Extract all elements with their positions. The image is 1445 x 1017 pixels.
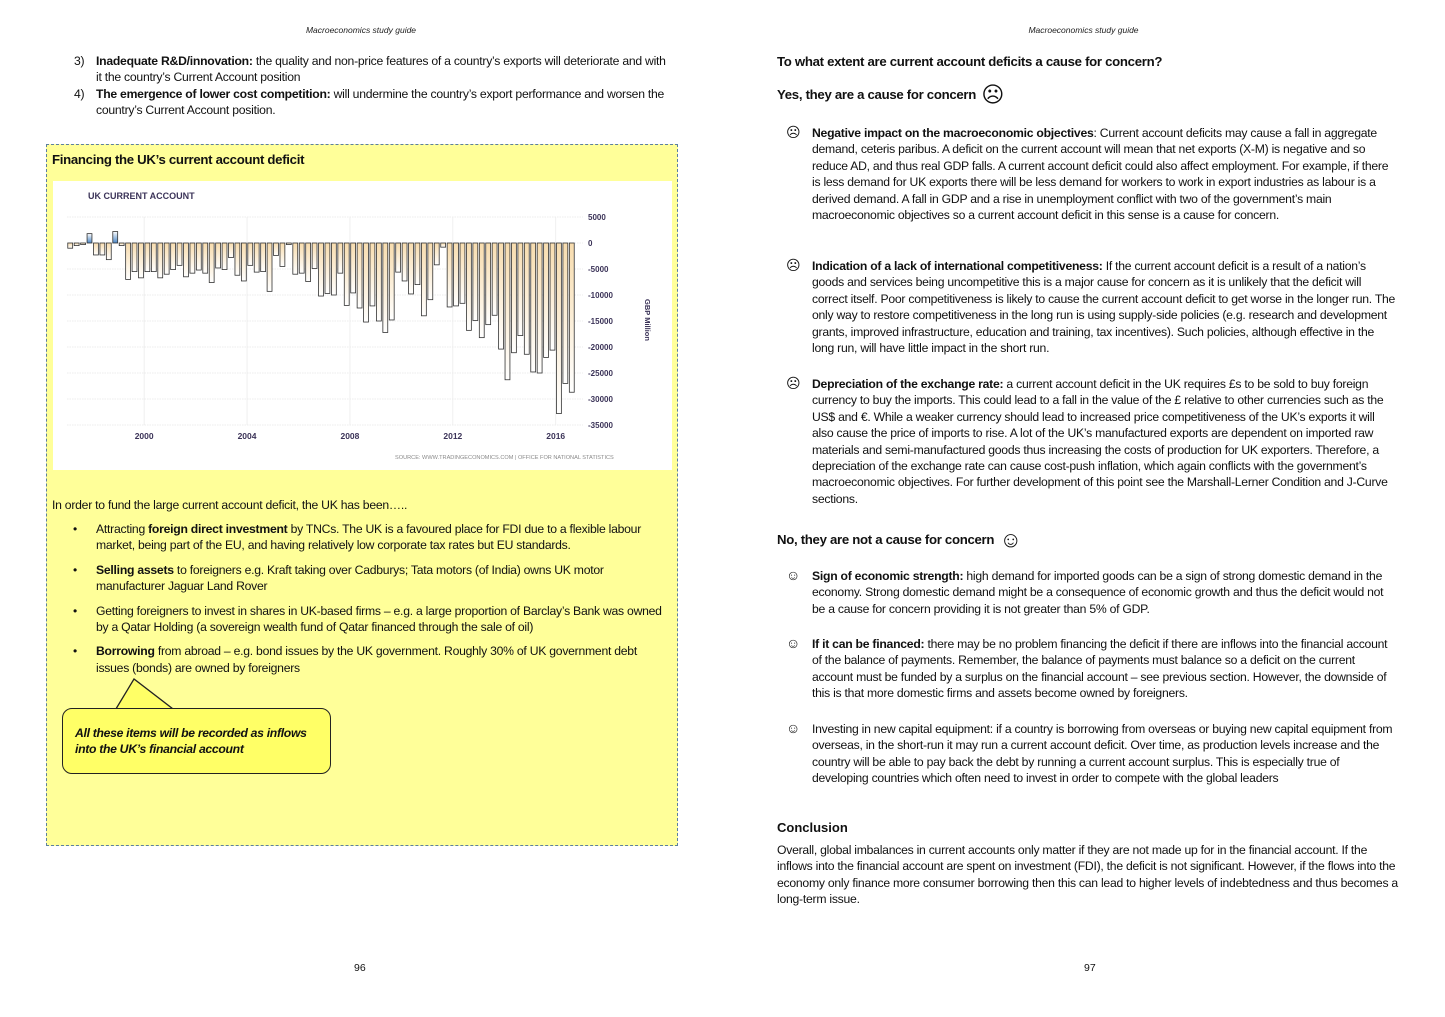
chart-source: SOURCE: WWW.TRADINGECONOMICS.COM | OFFICE FOR NATIONAL STATISTICS — [395, 455, 614, 461]
y-tick-label: -5000 — [588, 265, 609, 274]
running-head: Macroeconomics study guide — [1028, 25, 1139, 35]
question-heading: To what extent are current account deficits a cause for concern? — [777, 54, 1163, 69]
bullet-icon: • — [73, 522, 77, 536]
chart-bar — [434, 243, 439, 265]
chart-bar — [550, 243, 555, 350]
item-text: Investing in new capital equipment: if a country is borrowing from overseas or buying new capital equipment from overseas, in the short-run it may run a current account deficit. Over time, as production levels increase and the country will be able to pay back the debt by running a current account surplus. This is especially true of developing countries which often need to invest in order to compete with the global leaders — [812, 722, 1393, 786]
chart-bar — [492, 243, 497, 315]
no-heading — [777, 527, 1022, 553]
item-number: 3) — [74, 54, 85, 68]
chart-bar — [357, 243, 362, 308]
chart-bar — [106, 243, 111, 260]
chart-bar — [370, 243, 375, 306]
happy-face-icon: ☺ — [999, 527, 1022, 552]
chart-bar — [364, 243, 369, 322]
chart-bar — [383, 243, 388, 332]
chart-bar — [460, 243, 465, 303]
item-lead: Depreciation of the exchange rate: — [812, 377, 1004, 391]
item-text: Getting foreigners to invest in shares in UK-based firms – e.g. a large proportion of Barclay’s Bank was owned by a Qatar Holding (a sovereign wealth fund of Qatar financed through the sale of oil) — [96, 603, 662, 635]
chart-bar — [454, 243, 459, 306]
chart-bar — [421, 243, 426, 316]
chart-bar — [338, 243, 343, 273]
chart-bar — [171, 243, 176, 270]
item-text: by TNCs. The UK is a favoured place for FDI due to a flexible labour market, being part of the EU, and having relatively low corporate tax rates but EU standards. — [96, 522, 642, 553]
chart-bar — [563, 243, 568, 383]
item-lead: Indication of a lack of international competitiveness: — [812, 259, 1103, 273]
chart-bar — [74, 243, 79, 246]
x-tick-label: 2008 — [340, 431, 360, 441]
chart-bar — [139, 243, 144, 278]
list-item — [73, 521, 665, 554]
chart-bar — [376, 243, 381, 321]
chart-bar — [209, 243, 214, 283]
chart-bar — [518, 243, 523, 336]
bullet-list — [73, 521, 665, 684]
item-number: 4) — [74, 86, 85, 101]
no-concern-item — [786, 636, 1396, 702]
chart-bars — [68, 232, 574, 414]
item-text: from abroad – e.g. bond issues by the UK government. Roughly 30% of UK government debt issues (bonds) are owned by foreigners — [96, 644, 637, 675]
chart-bar — [396, 243, 401, 272]
conclusion-text: Overall, global imbalances in current accounts only matter if they are not made up for in the financial account. If the inflows into the financial account are spent on investment (FDI), the deficit is not significant. However, if the flows into the economy only finance more consumer borrowing then this can lead to higher levels of indebtedness and thus becomes a long-term issue. — [777, 843, 1398, 907]
y-tick-label: 0 — [588, 239, 593, 248]
concern-item — [786, 376, 1396, 507]
chart-bar — [306, 243, 311, 281]
item-text: If the current account deficit is a result of a nation’s goods and services being uncompetitive this is a major cause for concern as it is unlikely that the deficit will correct itself. Poor competitiveness is likely to cause the current account deficit to get worse in the longer run. The only way to restore competitiveness in the long run is using supply-side policies (e.g. research and development grants, improved infrastructure, education and training, tax incentives). Such policies, although effective in the long run, will have little impact in the short run. — [812, 259, 1396, 356]
item-text: there may be no problem financing the deficit if there are inflows into the financial account of the balance of payments. Remember, the balance of payments must balance so a deficit on the current account must be funded by a surplus on the financial account – see previous section. However, the downside of this is that more domestic firms and assets become owned by foreigners. — [812, 637, 1388, 701]
chart-bar — [87, 234, 92, 243]
chart-bar — [556, 243, 561, 414]
chart-bar — [479, 243, 484, 338]
chart-bar — [145, 243, 150, 272]
sad-face-icon: ☹ — [981, 82, 1005, 107]
uk-current-account-chart — [53, 181, 672, 470]
callout-bubble: All these items will be recorded as inflows into the UK’s financial account — [62, 708, 331, 774]
chart-bar — [486, 243, 491, 325]
list-item — [74, 86, 674, 119]
chart-bar — [473, 243, 478, 320]
chart-bar — [402, 243, 407, 281]
x-tick-label: 2016 — [546, 431, 566, 441]
chart-bar — [428, 243, 433, 300]
chart-bar — [93, 243, 98, 255]
chart-bar — [466, 243, 471, 330]
chart-bar — [537, 243, 542, 373]
page-96 — [0, 0, 722, 1017]
intro-text: In order to fund the large current account deficit, the UK has been….. — [52, 498, 408, 512]
callout-pointer — [105, 678, 185, 711]
financing-box — [46, 144, 678, 846]
chart-title: UK CURRENT ACCOUNT — [88, 191, 195, 201]
chart-bar — [274, 243, 279, 255]
chart-bar — [505, 243, 510, 380]
item-lead: Inadequate R&D/innovation: — [96, 54, 253, 68]
item-text: Attracting — [96, 522, 149, 536]
happy-face-icon: ☺ — [786, 567, 801, 583]
chart-bar — [81, 243, 86, 245]
chart-bar — [293, 243, 298, 274]
item-lead: Sign of economic strength: — [812, 569, 964, 583]
no-concern-item — [786, 721, 1396, 787]
chart-bar — [312, 243, 317, 268]
chart-bar — [68, 243, 73, 248]
y-axis-ticks — [588, 213, 613, 430]
item-text: will undermine the country’s export performance and worsen the country’s Current Account position. — [96, 86, 665, 118]
chart-bar — [151, 243, 156, 272]
list-item — [73, 562, 665, 595]
sad-face-icon: ☹ — [786, 375, 801, 391]
chart-bar — [286, 243, 291, 245]
chart-bar — [190, 243, 195, 273]
chart-bar — [203, 243, 208, 273]
item-text: : Current account deficits may cause a fall in aggregate demand, ceteris paribus. A deficit on the current account will mean that net exports (X-M) is negative and so reduce AD, and thus real GDP falls. A current account deficit could also affect employment. For example, if there is less demand for UK exports there will be less demand for workers to work in export industries as labour is a derived demand. A fall in GDP and a rise in unemployment conflict with two of the government’s main macroeconomic objectives so a current account deficit in this sense is a cause for concern. — [812, 126, 1389, 223]
chart-bar — [100, 243, 105, 255]
chart-bar — [164, 243, 169, 274]
chart-bar — [544, 243, 549, 357]
chart-bar — [222, 243, 227, 270]
box-title: Financing the UK’s current account deficit — [52, 152, 305, 167]
list-item — [73, 603, 665, 636]
y-tick-label: 5000 — [588, 213, 606, 222]
y-tick-label: -20000 — [588, 343, 613, 352]
y-tick-label: -10000 — [588, 291, 613, 300]
chart-bar — [184, 243, 189, 277]
yes-heading-text: Yes, they are a cause for concern — [777, 87, 977, 102]
no-concern-item — [786, 568, 1396, 617]
y-tick-label: -25000 — [588, 369, 613, 378]
chart-bar — [235, 243, 240, 275]
chart-bar — [441, 243, 446, 247]
list-item — [73, 643, 665, 676]
item-text: to foreigners e.g. Kraft taking over Cadburys; Tata motors (of India) owns UK motor manufacturer Jaguar Land Rover — [96, 562, 604, 594]
chart-bar — [132, 243, 137, 272]
item-text: the quality and non-price features of a country’s exports will deteriorate and with it the country’s Current Account position — [96, 54, 666, 85]
sad-face-icon: ☹ — [786, 257, 801, 273]
chart-bar — [531, 243, 536, 372]
chart-bar — [524, 243, 529, 354]
list-item — [74, 53, 674, 86]
item-text: high demand for imported goods can be a sign of strong domestic demand in the economy. Strong domestic demand might be a consequence of economic growth and thus the deficit would not be a cause for concern providing it is not greater than 5% of GDP. — [812, 569, 1384, 616]
item-lead: Borrowing — [96, 644, 155, 659]
chart-bar — [280, 243, 285, 266]
chart-bar — [511, 243, 516, 353]
chart-bar — [126, 243, 131, 279]
chart-bar — [158, 243, 163, 278]
chart-bar — [113, 232, 118, 243]
chart-bar — [216, 243, 221, 268]
chart-bar — [248, 243, 253, 265]
happy-face-icon: ☺ — [786, 720, 801, 736]
y-tick-label: -35000 — [588, 421, 613, 430]
item-lead: Negative impact on the macroeconomic objectives — [812, 126, 1094, 140]
concern-item — [786, 125, 1396, 223]
chart-bar — [344, 243, 349, 305]
sad-face-icon: ☹ — [786, 124, 801, 140]
chart-bar — [331, 243, 336, 295]
bullet-icon: • — [73, 644, 77, 659]
chart-bar — [499, 243, 504, 349]
chart-bar — [241, 243, 246, 281]
chart-bar — [261, 243, 266, 272]
item-lead: foreign direct investment — [148, 522, 288, 536]
item-lead: Selling assets — [96, 562, 174, 577]
numbered-list — [74, 53, 674, 119]
chart-bar — [389, 243, 394, 320]
bar-chart — [53, 181, 672, 470]
bullet-icon: • — [73, 603, 77, 618]
y-axis-label: GBP Million — [643, 299, 652, 341]
happy-face-icon: ☺ — [786, 635, 801, 651]
chart-bar — [267, 243, 272, 291]
chart-bar — [299, 243, 304, 273]
x-tick-label: 2012 — [443, 431, 463, 441]
page-number: 96 — [354, 962, 366, 974]
chart-bar — [196, 243, 201, 270]
x-tick-label: 2000 — [134, 431, 154, 441]
item-text: a current account deficit in the UK requires £s to be sold to buy foreign currency to buy the imports. This could lead to a fall in the value of the £ relative to other currencies such as the US$ and €. While a weaker currency should lead to increased price competitiveness of the UK’s exports it will also cause the price of imports to rise. A lot of the UK’s manufactured exports are dependent on imported raw materials and semi-manufactured goods thus increasing the costs of production for UK exporters. Therefore, a depreciation of the exchange rate can cause cost-push inflation, which again conflicts with the government’s macroeconomic objectives. For further development of this point see the Marshall-Lerner Condition and J-Curve sections. — [812, 377, 1388, 506]
chart-bar — [415, 243, 420, 285]
x-tick-label: 2004 — [237, 431, 257, 441]
chart-bar — [325, 243, 330, 293]
chart-bar — [569, 243, 574, 392]
yes-heading — [777, 82, 1004, 108]
chart-bar — [409, 243, 414, 294]
item-lead: If it can be financed: — [812, 637, 925, 651]
chart-bar — [319, 243, 324, 296]
bullet-icon: • — [73, 562, 77, 577]
item-lead: The emergence of lower cost competition: — [96, 86, 331, 101]
y-tick-label: -30000 — [588, 395, 613, 404]
x-axis-ticks — [135, 431, 566, 441]
no-heading-text: No, they are not a cause for concern — [777, 532, 995, 547]
conclusion-heading: Conclusion — [777, 820, 848, 835]
concern-item — [786, 258, 1396, 356]
chart-bar — [177, 243, 182, 265]
chart-bar — [229, 243, 234, 258]
chart-bar — [351, 243, 356, 293]
y-tick-label: -15000 — [588, 317, 613, 326]
chart-bar — [254, 243, 259, 272]
chart-bar — [447, 243, 452, 307]
page-97 — [722, 0, 1445, 1017]
page-number: 97 — [1084, 962, 1096, 974]
running-head: Macroeconomics study guide — [305, 25, 417, 35]
chart-bar — [119, 243, 124, 246]
